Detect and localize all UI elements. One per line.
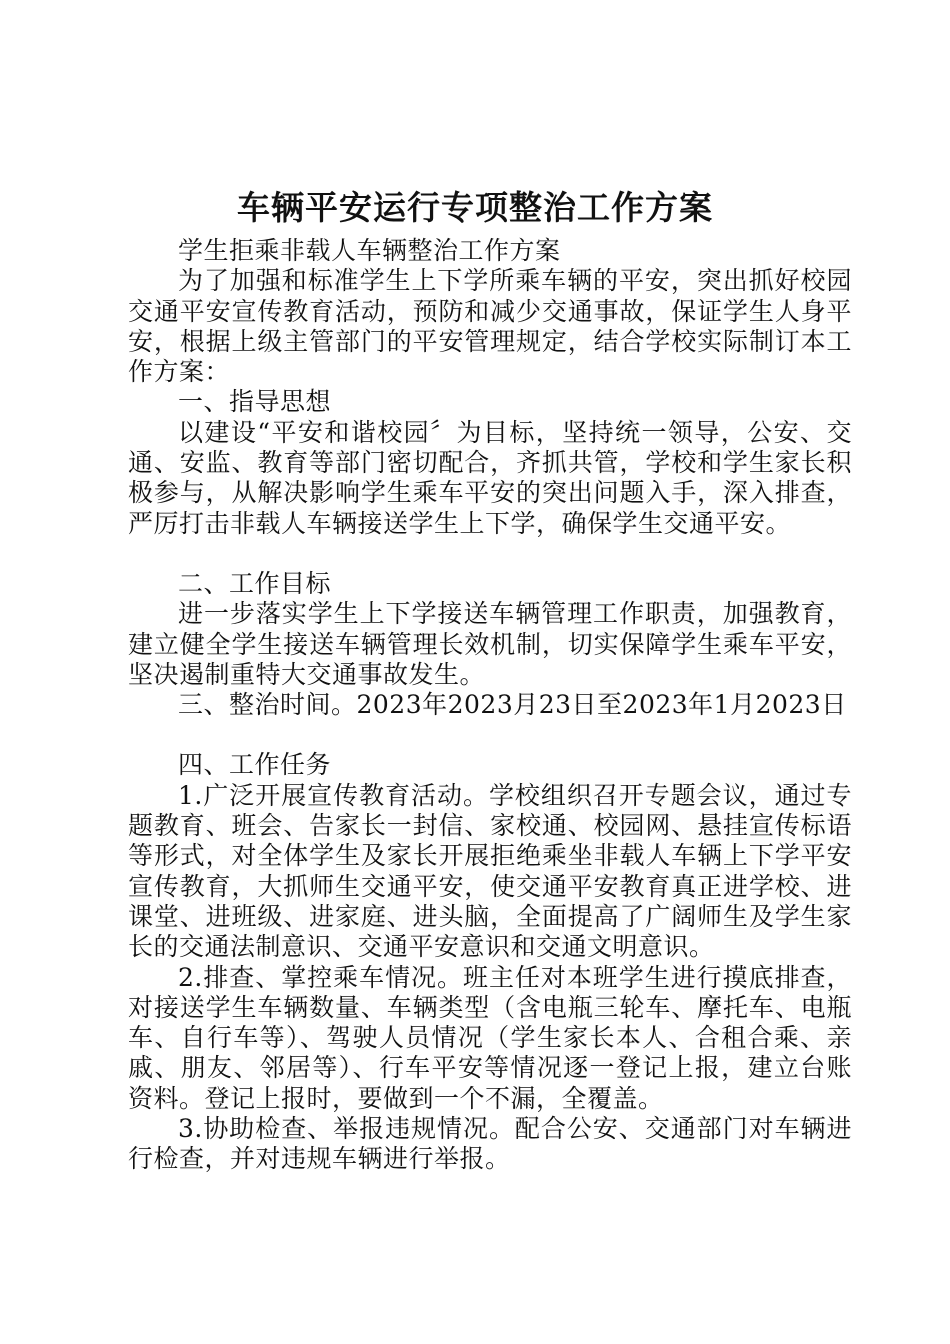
guiding-ideology-paragraph: 以建设“平安和谐校园〞为目标，坚持统一领导，公安、交通、安监、教育等部门密切配合，齐抓共管，学校和学生家长积极参与，从解决影响学生乘车平安的突出问题入手，深入排查，严厉打击非载人车辆接送学生上下学，确保学生交通平安。: [128, 417, 852, 538]
task-3-paragraph: 3.协助检查、举报违规情况。配合公安、交通部门对车辆进行检查，并对违规车辆进行举报。: [128, 1114, 852, 1174]
section-heading-guiding-ideology: 一、指导思想: [178, 387, 332, 417]
subtitle-paragraph: 学生拒乘非载人车辆整治工作方案: [178, 236, 561, 265]
section-heading-work-goals: 二、工作目标: [178, 568, 332, 598]
section-heading-work-tasks: 四、工作任务: [178, 750, 332, 780]
intro-paragraph: 为了加强和标准学生上下学所乘车辆的平安，突出抓好校园交通平安宣传教育活动，预防和减少交通事故，保证学生人身平安，根据上级主管部门的平安管理规定，结合学校实际制订本工作方案：: [128, 266, 852, 387]
task-2-paragraph: 2.排查、掌控乘车情况。班主任对本班学生进行摸底排查，对接送学生车辆数量、车辆类型（含电瓶三轮车、摩托车、电瓶车、自行车等）、驾驶人员情况（学生家长本人、合租合乘、亲戚、朋友、邻居等）、行车平安等情况逐一登记上报，建立台账资料。登记上报时，要做到一个不漏，全覆盖。: [128, 962, 852, 1113]
blank-line: [128, 539, 852, 569]
document-title: 车辆平安运行专项整治工作方案: [237, 188, 713, 227]
task-1-paragraph: 1.广泛开展宣传教育活动。学校组织召开专题会议，通过专题教育、班会、告家长一封信、家校通、校园网、悬挂宣传标语等形式，对全体学生及家长开展拒绝乘坐非载人车辆上下学平安宣传教育，大抓师生交通平安，使交通平安教育真正进学校、进课堂、进班级、进家庭、进头脑，全面提高了广阔师生及学生家长的交通法制意识、交通平安意识和交通文明意识。: [128, 780, 852, 962]
blank-line: [128, 720, 852, 750]
work-goals-paragraph: 进一步落实学生上下学接送车辆管理工作职责，加强教育，建立健全学生接送车辆管理长效机制，切实保障学生乘车平安，坚决遏制重特大交通事故发生。: [128, 599, 852, 689]
document-body: [128, 236, 852, 1175]
rectification-time-paragraph: 三、整治时间。2023年2023月23日至2023年1月2023日: [178, 690, 847, 720]
